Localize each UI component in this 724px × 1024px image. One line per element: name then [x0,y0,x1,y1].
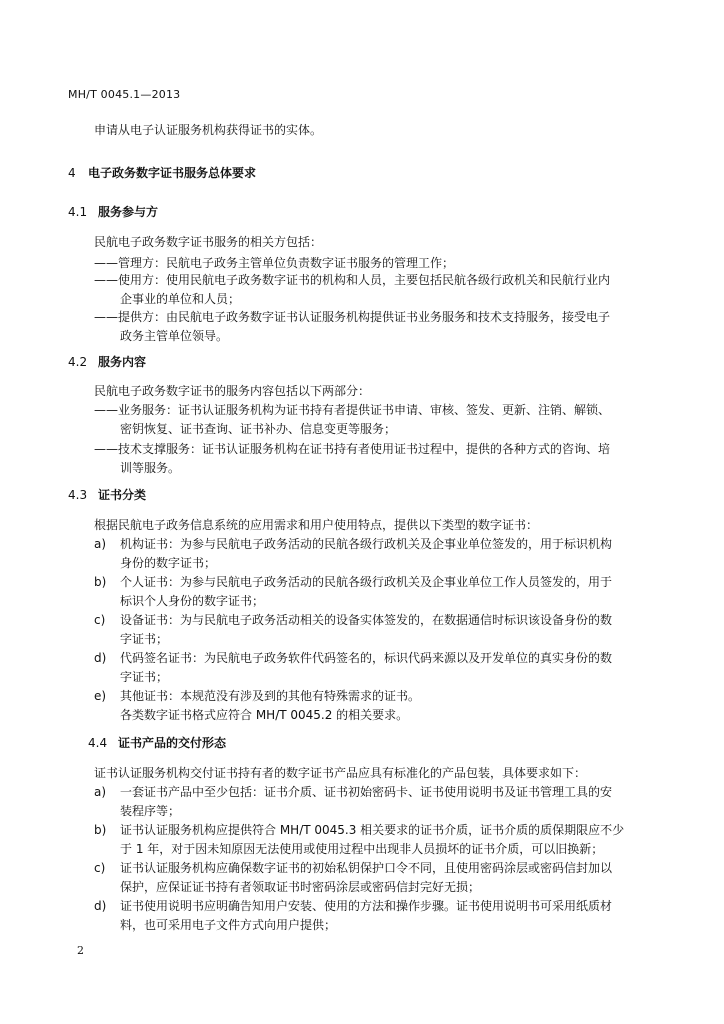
section-4-heading [68,165,256,181]
paragraph-line: 民航电子政务数字证书服务的相关方包括： [94,235,323,249]
list-item-continuation: 字证书； [120,670,169,684]
list-item-continuation: 身份的数字证书； [120,556,217,570]
list-item: a) 机构证书：为参与民航电子政务活动的民航各级行政机关及企事业单位签发的，用于标识机构 [94,537,613,551]
list-item-continuation: 训等服务。 [120,461,181,475]
list-tag: a) [94,537,107,551]
section-title: 证书分类 [98,488,147,502]
list-item: b) 个人证书：为参与民航电子政务活动的民航各级行政机关及企事业单位工作人员签发的，用于 [94,575,613,589]
section-4-2-heading [68,354,146,370]
section-title: 服务参与方 [98,205,159,219]
section-title: 电子政务数字证书服务总体要求 [88,166,257,180]
paragraph-line: 民航电子政务数字证书的服务内容包括以下两部分： [94,384,371,398]
section-4-3-heading [68,487,146,503]
list-item-continuation: 字证书； [120,632,169,646]
section-title: 服务内容 [98,355,147,369]
section-4-1-heading [68,204,158,220]
list-item: a) 一套证书产品中至少包括：证书介质、证书初始密码卡、证书使用说明书及证书管理工具的安 [94,785,613,799]
page-number: 2 [77,944,84,957]
document-header-id: MH/T 0045.1—2013 [68,88,181,101]
list-item-continuation: 密钥恢复、证书查询、证书补办、信息变更等服务； [120,422,397,436]
list-tag: d) [94,651,107,665]
section-title: 证书产品的交付形态 [118,736,227,750]
list-tag: c) [94,861,106,875]
list-tag: a) [94,785,107,799]
list-item-continuation: 标识个人身份的数字证书； [120,594,265,608]
section-number: 4 [68,166,76,180]
list-item-dash: ——使用方：使用民航电子政务数字证书的机构和人员，主要包括民航各级行政机关和民航行业内 [94,273,611,287]
list-tag: d) [94,899,107,913]
section-4-4-heading [88,735,226,751]
list-item-continuation: 企事业的单位和人员； [120,292,241,306]
list-item-dash: ——技术支撑服务：证书认证服务机构在证书持有者使用证书过程中，提供的各种方式的咨询、培 [94,442,611,456]
list-tag: c) [94,613,106,627]
paragraph-line: 各类数字证书格式应符合 MH/T 0045.2 的相关要求。 [120,708,409,722]
list-item-continuation: 政务主管单位领导。 [120,329,229,343]
section-number: 4.2 [68,355,88,369]
list-item: d) 证书使用说明书应明确告知用户安装、使用的方法和操作步骤。证书使用说明书可采用纸质材 [94,899,613,913]
section-number: 4.3 [68,488,88,502]
list-item: e) 其他证书：本规范没有涉及到的其他有特殊需求的证书。 [94,689,421,703]
list-item-continuation: 于 1 年，对于因未知原因无法使用或使用过程中出现非人员损坏的证书介质，可以旧换新； [120,842,604,856]
section-number: 4.1 [68,205,88,219]
paragraph-line: 证书认证服务机构交付证书持有者的数字证书产品应具有标准化的产品包装，具体要求如下： [94,766,587,780]
list-item: d) 代码签名证书：为民航电子政务软件代码签名的，标识代码来源以及开发单位的真实身份的数 [94,651,613,665]
list-item-dash: ——业务服务：证书认证服务机构为证书持有者提供证书申请、审核、签发、更新、注销、解锁、 [94,403,611,417]
list-item: b) 证书认证服务机构应提供符合 MH/T 0045.3 相关要求的证书介质，证书介质的质保期限应不少 [94,823,625,837]
list-item: c) 设备证书：为与民航电子政务活动相关的设备实体签发的，在数据通信时标识该设备身份的数 [94,613,613,627]
list-item-dash: ——提供方：由民航电子政务数字证书认证服务机构提供证书业务服务和技术支持服务，接受电子 [94,310,611,324]
list-tag: b) [94,575,107,589]
list-item-continuation: 装程序等； [120,804,181,818]
list-tag: e) [94,689,107,703]
intro-line: 申请从电子认证服务机构获得证书的实体。 [94,123,323,137]
list-tag: b) [94,823,107,837]
list-item-continuation: 保护，应保证证书持有者领取证书时密码涂层或密码信封完好无损； [120,880,481,894]
list-item-dash: ——管理方：民航电子政务主管单位负责数字证书服务的管理工作； [94,256,455,270]
section-number: 4.4 [88,736,108,750]
paragraph-line: 根据民航电子政务信息系统的应用需求和用户使用特点，提供以下类型的数字证书： [94,518,539,532]
list-item-continuation: 料，也可采用电子文件方式向用户提供； [120,918,337,932]
list-item: c) 证书认证服务机构应确保数字证书的初始私钥保护口令不同，且使用密码涂层或密码信封加以 [94,861,613,875]
